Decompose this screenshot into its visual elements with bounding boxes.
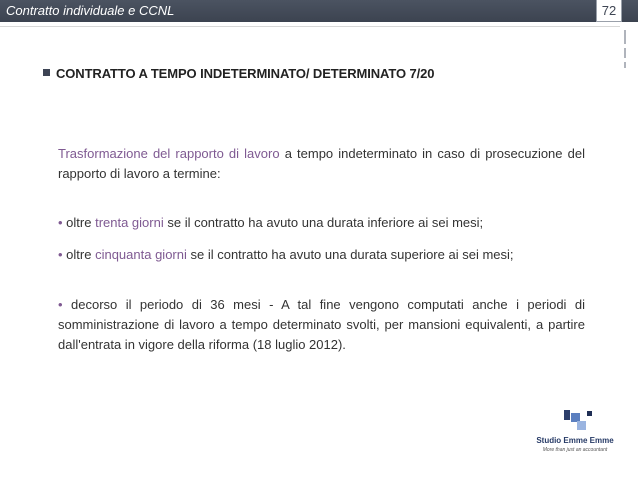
list-item-text: se il contratto ha avuto una durata superiore ai sei mesi; <box>186 247 514 262</box>
document-title: Contratto individuale e CCNL <box>6 3 175 18</box>
bullet-dot-icon: • <box>58 247 63 262</box>
logo-tagline: More than just an accountant <box>542 447 608 453</box>
decorative-stripe <box>624 62 626 68</box>
section-heading-text: CONTRATTO A TEMPO INDETERMINATO/ DETERMINATO 7/20 <box>56 66 435 81</box>
decorative-stripe <box>624 48 626 58</box>
logo-name: Studio Emme Emme <box>536 436 614 445</box>
list-item <box>58 295 585 355</box>
list-item-highlight: trenta giorni <box>95 215 164 230</box>
page-number-badge: 72 <box>596 0 622 22</box>
bullet-dot-icon: • <box>58 297 63 312</box>
company-logo <box>530 410 620 458</box>
header-divider <box>0 26 620 27</box>
list-item-text: decorso il periodo di 36 mesi - A tal fine vengono computati anche i periodi di somministrazione di lavoro a tempo determinato svolti, per mansioni equivalenti, a partire dall'entrata in vigore della riforma (18 luglio 2012). <box>58 297 585 352</box>
list-item <box>58 245 585 265</box>
bullet-dot-icon: • <box>58 215 63 230</box>
list-item-text: se il contratto ha avuto una durata inferiore ai sei mesi; <box>163 215 484 230</box>
list-item-text: oltre <box>62 215 96 230</box>
list-item <box>58 213 585 233</box>
intro-text: a tempo indeterminato in caso di prosecuzione del rapporto di lavoro a termine: <box>58 146 585 181</box>
title-bar <box>0 0 638 22</box>
list-item-highlight: cinquanta giorni <box>95 247 187 262</box>
list-item-text: oltre <box>62 247 96 262</box>
intro-paragraph <box>58 144 585 184</box>
square-bullet-icon <box>43 69 50 76</box>
section-heading <box>43 66 434 81</box>
decorative-stripe <box>624 30 626 44</box>
logo-mark-icon <box>564 410 594 436</box>
intro-highlight: Trasformazione del rapporto di lavoro <box>58 146 280 161</box>
